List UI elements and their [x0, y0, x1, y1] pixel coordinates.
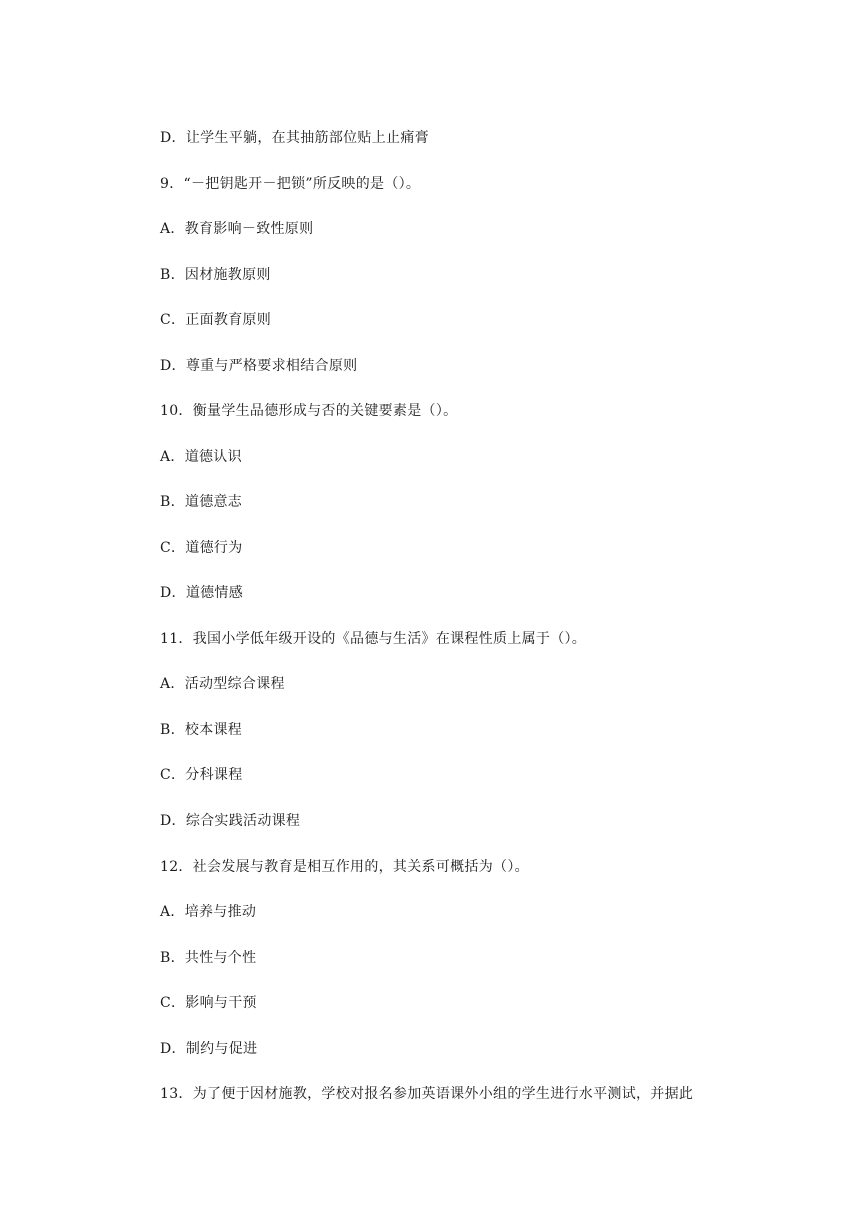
option-12-a: A．培养与推动 — [160, 904, 257, 920]
option-8-d: D．让学生平躺，在其抽筋部位贴上止痛膏 — [160, 130, 429, 146]
option-12-c: C．影响与干预 — [160, 995, 257, 1011]
option-12-d: D．制约与促进 — [160, 1041, 258, 1057]
question-11: 11．我国小学低年级开设的《品德与生活》在课程性质上属于（）。 — [160, 631, 587, 647]
option-11-c: C．分科课程 — [160, 767, 243, 783]
option-9-d: D．尊重与严格要求相结合原则 — [160, 358, 358, 374]
option-11-a: A．活动型综合课程 — [160, 676, 285, 692]
question-12: 12．社会发展与教育是相互作用的，其关系可概括为（）。 — [160, 859, 529, 875]
option-9-a: A．教育影响－致性原则 — [160, 221, 314, 237]
question-9: 9．“－把钥匙开－把锁”所反映的是（）。 — [160, 176, 421, 192]
option-9-b: B．因材施教原则 — [160, 267, 271, 283]
option-11-b: B．校本课程 — [160, 722, 243, 738]
option-12-b: B．共性与个性 — [160, 950, 257, 966]
option-10-d: D．道德情感 — [160, 585, 244, 601]
option-9-c: C．正面教育原则 — [160, 312, 272, 328]
option-10-b: B．道德意志 — [160, 494, 243, 510]
option-11-d: D．综合实践活动课程 — [160, 813, 301, 829]
question-10: 10．衡量学生品德形成与否的关键要素是（）。 — [160, 403, 458, 419]
option-10-a: A．道德认识 — [160, 449, 242, 465]
question-13: 13．为了便于因材施教，学校对报名参加英语课外小组的学生进行水平测试，并据此 — [160, 1086, 694, 1102]
option-10-c: C．道德行为 — [160, 540, 243, 556]
